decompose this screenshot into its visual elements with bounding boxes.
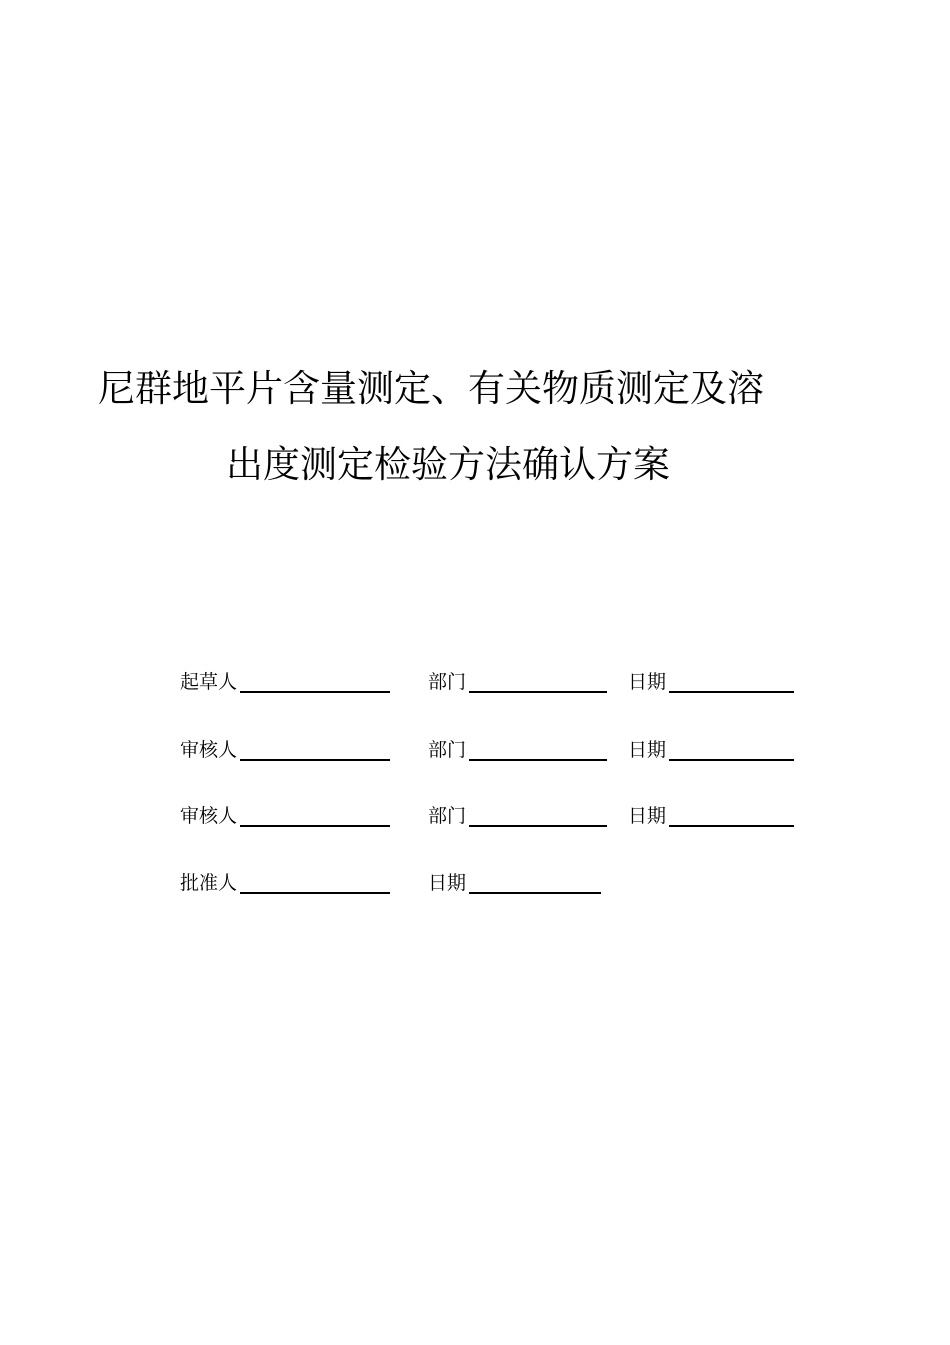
- reviewer-2-date-line[interactable]: [669, 805, 794, 827]
- reviewer-2-dept-label: 部门: [428, 805, 467, 827]
- reviewer-2-date-field: [628, 800, 794, 828]
- reviewer-1-dept-label: 部门: [428, 739, 467, 761]
- reviewer-2-field: [180, 800, 390, 828]
- drafter-dept-field: [428, 666, 607, 694]
- reviewer-2-date-label: 日期: [628, 805, 667, 827]
- reviewer-1-label: 审核人: [180, 739, 238, 761]
- drafter-date-line[interactable]: [669, 671, 794, 693]
- drafter-dept-label: 部门: [428, 671, 467, 693]
- approver-date-line[interactable]: [469, 872, 601, 894]
- document-title-line-1: 尼群地平片含量测定、有关物质测定及溶: [98, 367, 764, 410]
- reviewer-1-signature-line[interactable]: [240, 739, 390, 761]
- approver-date-field: [428, 867, 601, 895]
- approver-signature-line[interactable]: [240, 872, 390, 894]
- reviewer-2-dept-line[interactable]: [469, 805, 607, 827]
- approver-field: [180, 867, 390, 895]
- approver-date-label: 日期: [428, 872, 467, 894]
- signature-row-reviewer-2: [0, 800, 950, 828]
- reviewer-1-date-line[interactable]: [669, 739, 794, 761]
- document-title-line-2: 出度测定检验方法确认方案: [226, 443, 670, 486]
- reviewer-2-signature-line[interactable]: [240, 805, 390, 827]
- approver-label: 批准人: [180, 872, 238, 894]
- drafter-field: [180, 666, 390, 694]
- reviewer-1-dept-field: [428, 734, 607, 762]
- drafter-signature-line[interactable]: [240, 671, 390, 693]
- signature-row-reviewer-1: [0, 734, 950, 762]
- signature-row-approver: [0, 867, 950, 895]
- drafter-date-field: [628, 666, 794, 694]
- signature-row-drafter: [0, 666, 950, 694]
- drafter-dept-line[interactable]: [469, 671, 607, 693]
- reviewer-1-date-label: 日期: [628, 739, 667, 761]
- reviewer-2-label: 审核人: [180, 805, 238, 827]
- drafter-date-label: 日期: [628, 671, 667, 693]
- reviewer-2-dept-field: [428, 800, 607, 828]
- drafter-label: 起草人: [180, 671, 238, 693]
- reviewer-1-date-field: [628, 734, 794, 762]
- reviewer-1-dept-line[interactable]: [469, 739, 607, 761]
- reviewer-1-field: [180, 734, 390, 762]
